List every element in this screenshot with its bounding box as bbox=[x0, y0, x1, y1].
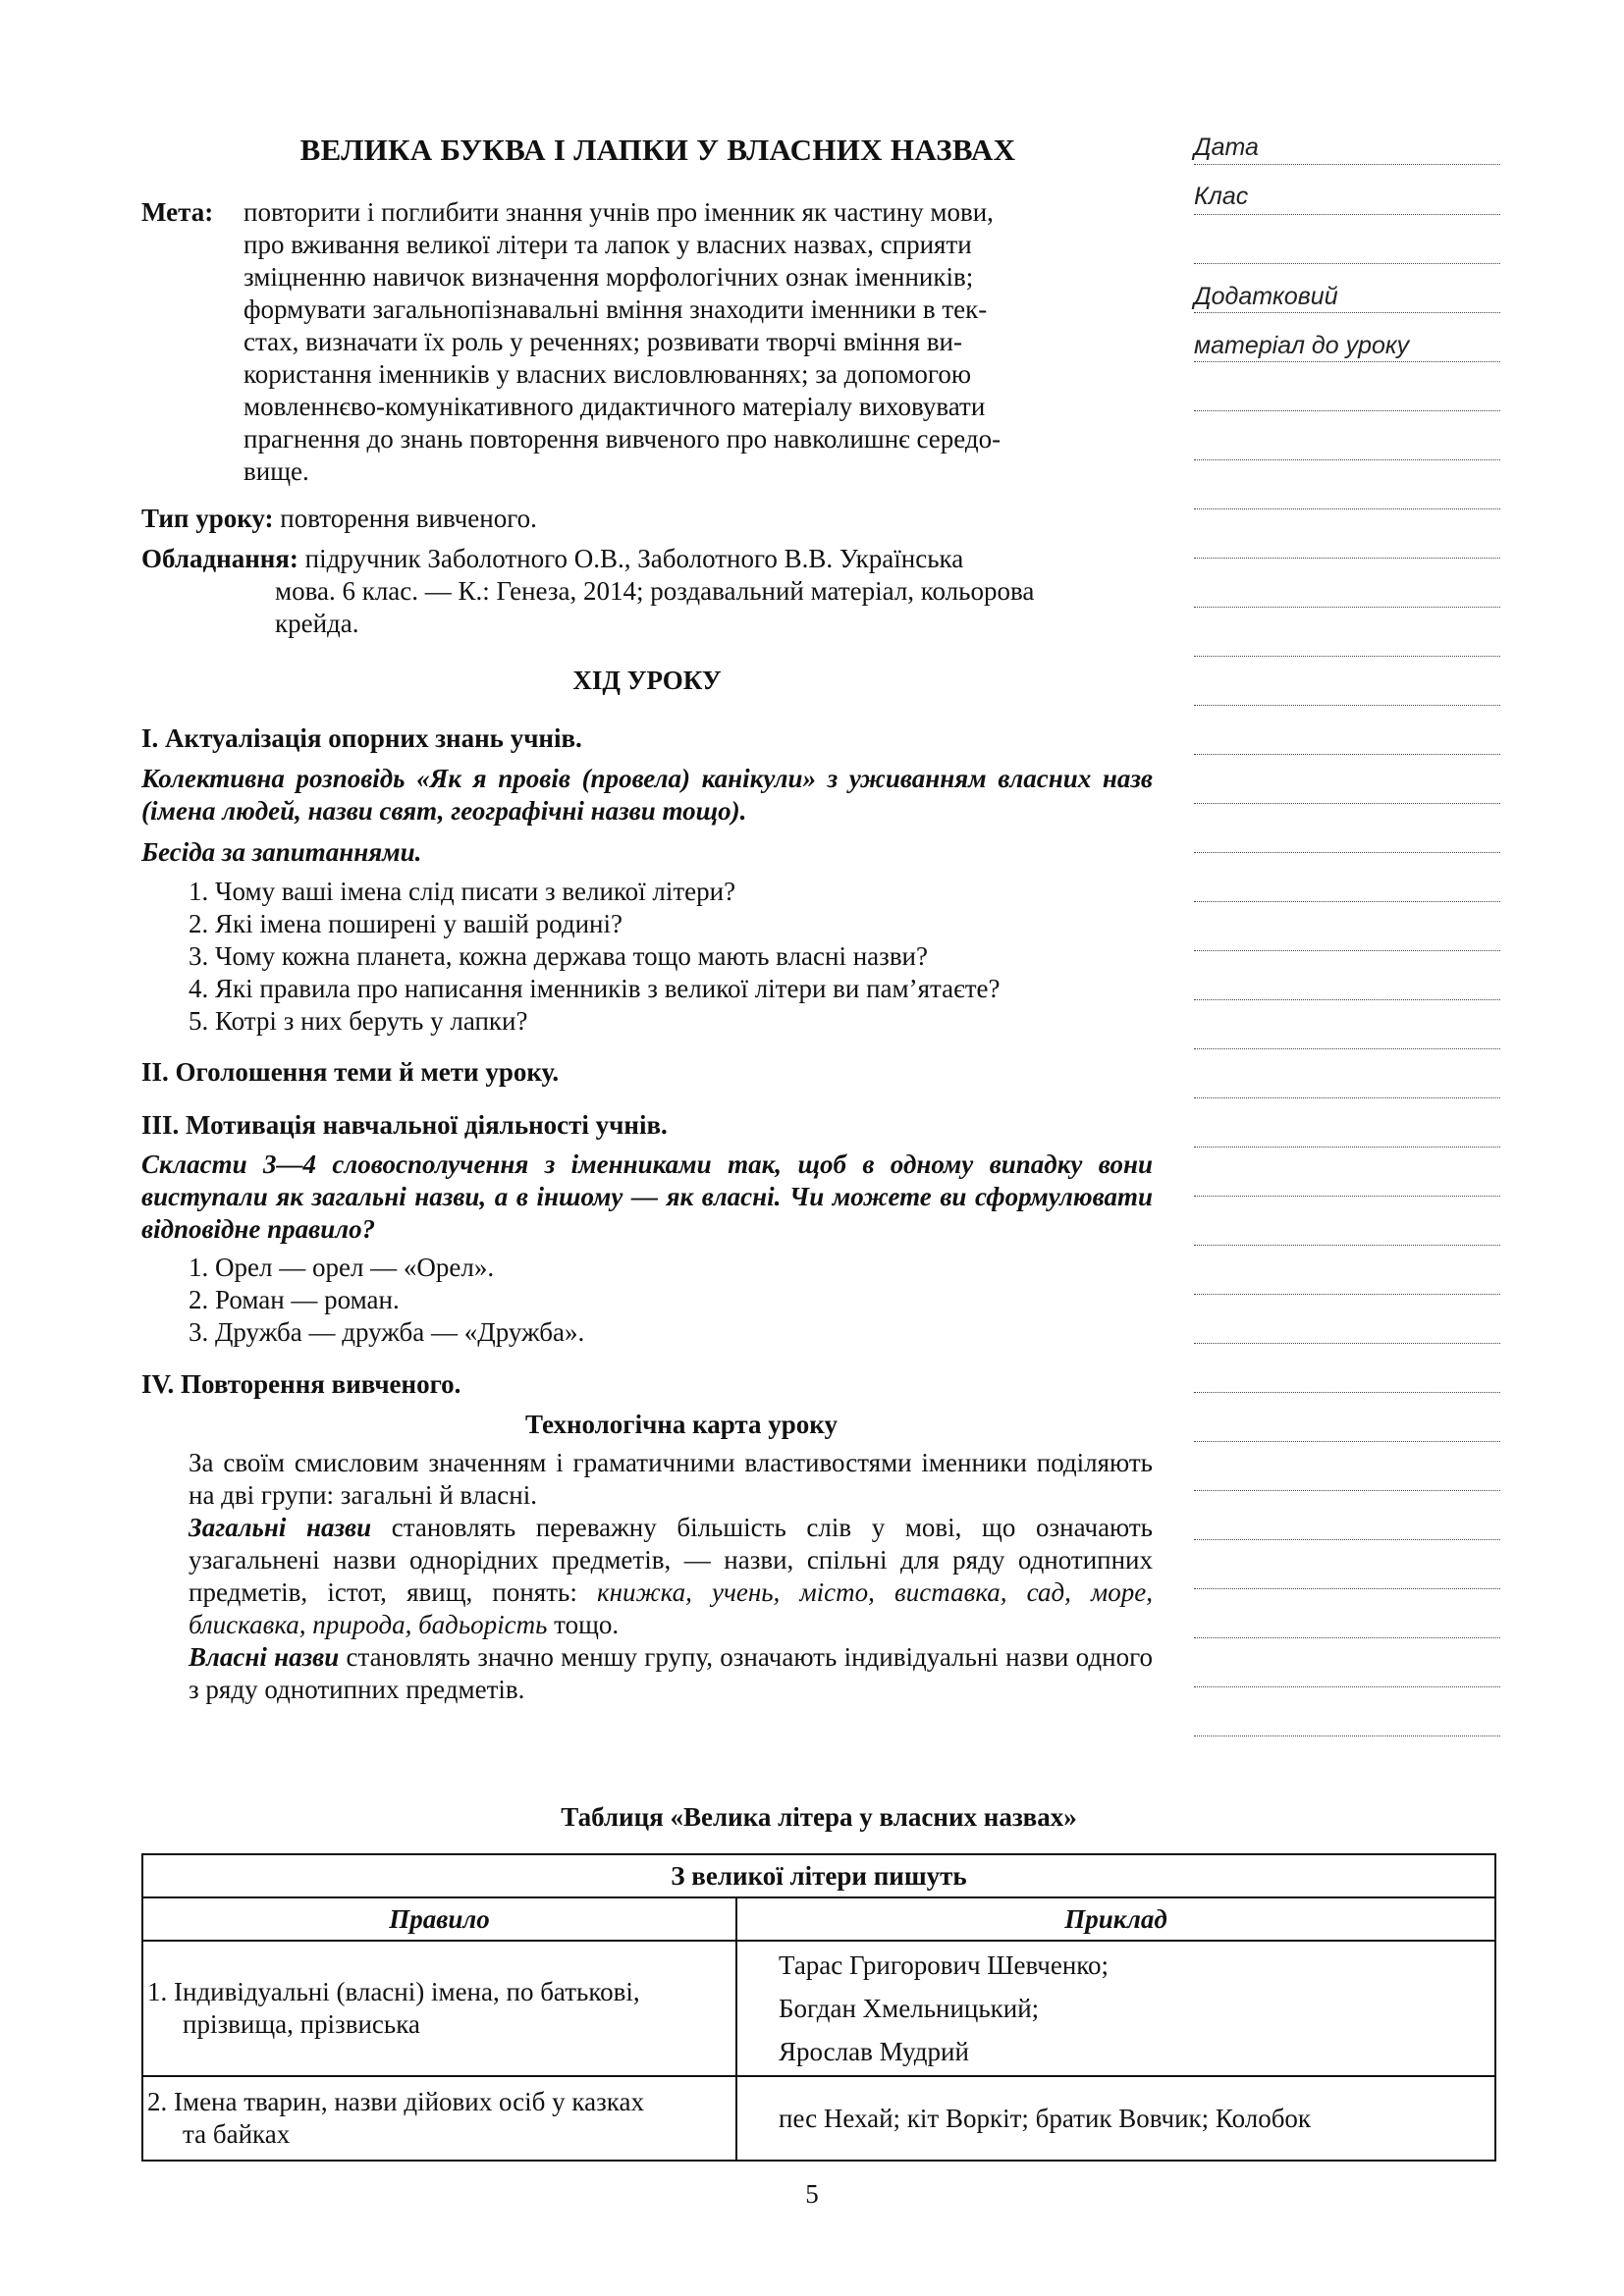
goal-line: зміцненню навичок визначення морфологічних ознак іменників; bbox=[244, 262, 974, 292]
rule-cell bbox=[142, 1941, 736, 2076]
example-text: Ярослав Мудрий bbox=[779, 2037, 969, 2066]
equipment-text-3: крейда. bbox=[275, 609, 359, 638]
rule-text: 2. Імена тварин, назви дійових осіб у казках bbox=[147, 2087, 644, 2116]
list-item: 1. Орел — орел — «Орел». bbox=[189, 1253, 495, 1282]
equipment-text-2: мова. 6 клас. — К.: Генеза, 2014; роздавальний матеріал, кольорова bbox=[275, 576, 1035, 606]
theory-paragraph-3 bbox=[189, 1641, 1153, 1706]
margin-line[interactable] bbox=[1194, 656, 1500, 657]
margin-line[interactable] bbox=[1194, 1245, 1500, 1246]
goal-line: мовленнєво-комунікативного дидактичного матеріалу виховувати bbox=[244, 392, 986, 421]
margin-line[interactable] bbox=[1194, 214, 1500, 215]
margin-line[interactable] bbox=[1194, 1588, 1500, 1589]
margin-line[interactable] bbox=[1194, 705, 1500, 706]
rule-text: 1. Індивідуальні (власні) імена, по батькові, bbox=[147, 1977, 640, 2006]
margin-line[interactable] bbox=[1194, 754, 1500, 755]
goal-line: користання іменників у власних висловлюваннях; за допомогою bbox=[244, 359, 971, 389]
rule-cell bbox=[142, 2076, 736, 2161]
example-text: пес Нехай; кіт Воркіт; братик Вовчик; Колобок bbox=[779, 2104, 1312, 2133]
margin-line[interactable] bbox=[1194, 1048, 1500, 1049]
page-title: ВЕЛИКА БУКВА І ЛАПКИ У ВЛАСНИХ НАЗВАХ bbox=[299, 133, 1016, 167]
section-1-task: Колективна розповідь «Як я провів (провела) канікули» з уживанням власних назв (імена людей, назви свят, географічні назви тощо). bbox=[141, 764, 1153, 826]
tech-map-title: Технологічна карта уроку bbox=[525, 1410, 838, 1439]
column-header-rule: Правило bbox=[142, 1897, 736, 1941]
paragraph-text: становлять переважну більшість слів у мові, що означають узагальнені назви однорідних предметів, — назви, спільні для ряду однотипних предметів, істот, явищ, понять: bbox=[189, 1513, 1153, 1607]
margin-line[interactable] bbox=[1194, 459, 1500, 460]
section-4-heading: IV. Повторення вивченого. bbox=[141, 1369, 461, 1399]
margin-line[interactable] bbox=[1194, 607, 1500, 608]
margin-line[interactable] bbox=[1194, 901, 1500, 902]
table-header-row bbox=[142, 1854, 1495, 1897]
margin-line[interactable] bbox=[1194, 410, 1500, 411]
course-heading: ХІД УРОКУ bbox=[572, 666, 722, 695]
margin-line[interactable] bbox=[1194, 1539, 1500, 1540]
goal-line: вище. bbox=[244, 456, 309, 486]
example-cell bbox=[736, 1941, 1495, 2076]
questions-list bbox=[189, 876, 1001, 1038]
margin-line[interactable] bbox=[1194, 164, 1500, 165]
margin-extra-label: Додатковий bbox=[1194, 283, 1338, 310]
margin-line[interactable] bbox=[1194, 1097, 1500, 1098]
list-item: 2. Які імена поширені у вашій родині? bbox=[189, 909, 623, 938]
margin-line[interactable] bbox=[1194, 950, 1500, 951]
margin-line[interactable] bbox=[1194, 1392, 1500, 1393]
rule-text: та байках bbox=[183, 2119, 291, 2149]
section-3-heading: III. Мотивація навчальної діяльності учнів. bbox=[141, 1110, 668, 1140]
lesson-type-label: Тип уроку: bbox=[141, 504, 274, 533]
example-cell bbox=[736, 2076, 1495, 2161]
paragraph-text: тощо. bbox=[547, 1610, 620, 1639]
rule-text: прізвища, прізвиська bbox=[183, 2009, 420, 2039]
capital-letter-table bbox=[141, 1853, 1496, 2162]
equipment-block bbox=[141, 543, 1153, 640]
term-proper-nouns: Власні назви bbox=[189, 1642, 340, 1672]
goal-label: Мета: bbox=[141, 197, 214, 227]
section-2-heading: II. Оголошення теми й мети уроку. bbox=[141, 1057, 560, 1087]
margin-line[interactable] bbox=[1194, 999, 1500, 1000]
margin-line[interactable] bbox=[1194, 1637, 1500, 1638]
margin-line[interactable] bbox=[1194, 312, 1500, 313]
theory-paragraph-2 bbox=[189, 1512, 1153, 1641]
table-header: З великої літери пишуть bbox=[142, 1854, 1495, 1897]
section-1-heading: I. Актуалізація опорних знань учнів. bbox=[141, 723, 582, 753]
term-common-nouns: Загальні назви bbox=[189, 1513, 372, 1542]
table-caption: Таблиця «Велика літера у власних назвах» bbox=[561, 1802, 1077, 1832]
margin-line[interactable] bbox=[1194, 1441, 1500, 1442]
equipment-label: Обладнання: bbox=[141, 544, 298, 573]
margin-extra-label-2: матеріал до уроку bbox=[1194, 332, 1410, 359]
example-text: Тарас Григорович Шевченко; bbox=[779, 1950, 1110, 1980]
margin-line[interactable] bbox=[1194, 852, 1500, 853]
examples-list bbox=[189, 1252, 584, 1349]
lesson-type bbox=[141, 503, 537, 535]
list-item: 4. Які правила про написання іменників з великої літери ви пам’ятаєте? bbox=[189, 974, 1001, 1003]
list-item: 5. Котрі з них беруть у лапки? bbox=[189, 1006, 528, 1036]
column-header-example: Приклад bbox=[736, 1897, 1495, 1941]
margin-line[interactable] bbox=[1194, 1147, 1500, 1148]
goal-line: стах, визначати їх роль у реченнях; розвивати творчі вміння ви- bbox=[244, 327, 962, 356]
list-item: 1. Чому ваші імена слід писати з великої літери? bbox=[189, 877, 736, 906]
margin-line[interactable] bbox=[1194, 1343, 1500, 1344]
table-column-headers bbox=[142, 1897, 1495, 1941]
list-item: 3. Чому кожна планета, кожна держава тощо мають власні назви? bbox=[189, 941, 928, 971]
lesson-type-text: повторення вивченого. bbox=[280, 504, 537, 533]
goal-text bbox=[244, 196, 1153, 488]
goal-line: про вживання великої літери та лапок у власних назвах, сприяти bbox=[244, 230, 972, 259]
goal-line: формувати загальнопізнавальні вміння знаходити іменники в тек- bbox=[244, 294, 988, 324]
equipment-line bbox=[141, 543, 1153, 575]
margin-line[interactable] bbox=[1194, 1686, 1500, 1687]
theory-text bbox=[189, 1447, 1153, 1706]
goal-line: прагнення до знань повторення вивченого про навколишнє середо- bbox=[244, 424, 1001, 454]
list-item: 3. Дружба — дружба — «Дружба». bbox=[189, 1317, 585, 1347]
margin-line[interactable] bbox=[1194, 1294, 1500, 1295]
theory-paragraph-1: За своїм смисловим значенням і граматичними властивостями іменники поділяють на дві групи: загальні й власні. bbox=[189, 1448, 1153, 1510]
example-words: книжка, учень, місто, виставка, сад, море, блискавка, природа, бадьорість bbox=[189, 1577, 1153, 1639]
goal-line: повторити і поглибити знання учнів про іменник як частину мови, bbox=[244, 197, 994, 227]
example-text: Богдан Хмельницький; bbox=[779, 1994, 1040, 2023]
conversation-heading: Бесіда за запитаннями. bbox=[141, 837, 422, 867]
margin-line[interactable] bbox=[1194, 1196, 1500, 1197]
section-3-task: Скласти 3—4 словосполучення з іменниками так, щоб в одному випадку вони виступали як загальні назви, а в іншому — як власні. Чи можете ви сформулювати відповідне правило? bbox=[141, 1149, 1153, 1244]
margin-line[interactable] bbox=[1194, 803, 1500, 804]
margin-line[interactable] bbox=[1194, 508, 1500, 509]
margin-line[interactable] bbox=[1194, 361, 1500, 362]
margin-date-label: Дата bbox=[1194, 133, 1259, 161]
paragraph-text: становлять значно меншу групу, означають індивідуальні назви одного з ряду однотипних предметів. bbox=[189, 1642, 1153, 1704]
table-row bbox=[142, 1941, 1495, 2076]
list-item: 2. Роман — роман. bbox=[189, 1285, 400, 1314]
table-row bbox=[142, 2076, 1495, 2161]
equipment-text-1: підручник Заболотного О.В., Заболотного В.В. Українська bbox=[304, 544, 964, 573]
margin-line[interactable] bbox=[1194, 1490, 1500, 1491]
margin-line[interactable] bbox=[1194, 558, 1500, 559]
margin-line[interactable] bbox=[1194, 1735, 1500, 1736]
margin-line[interactable] bbox=[1194, 263, 1500, 264]
page-number: 5 bbox=[805, 2179, 819, 2209]
margin-class-label: Клас bbox=[1194, 183, 1249, 210]
